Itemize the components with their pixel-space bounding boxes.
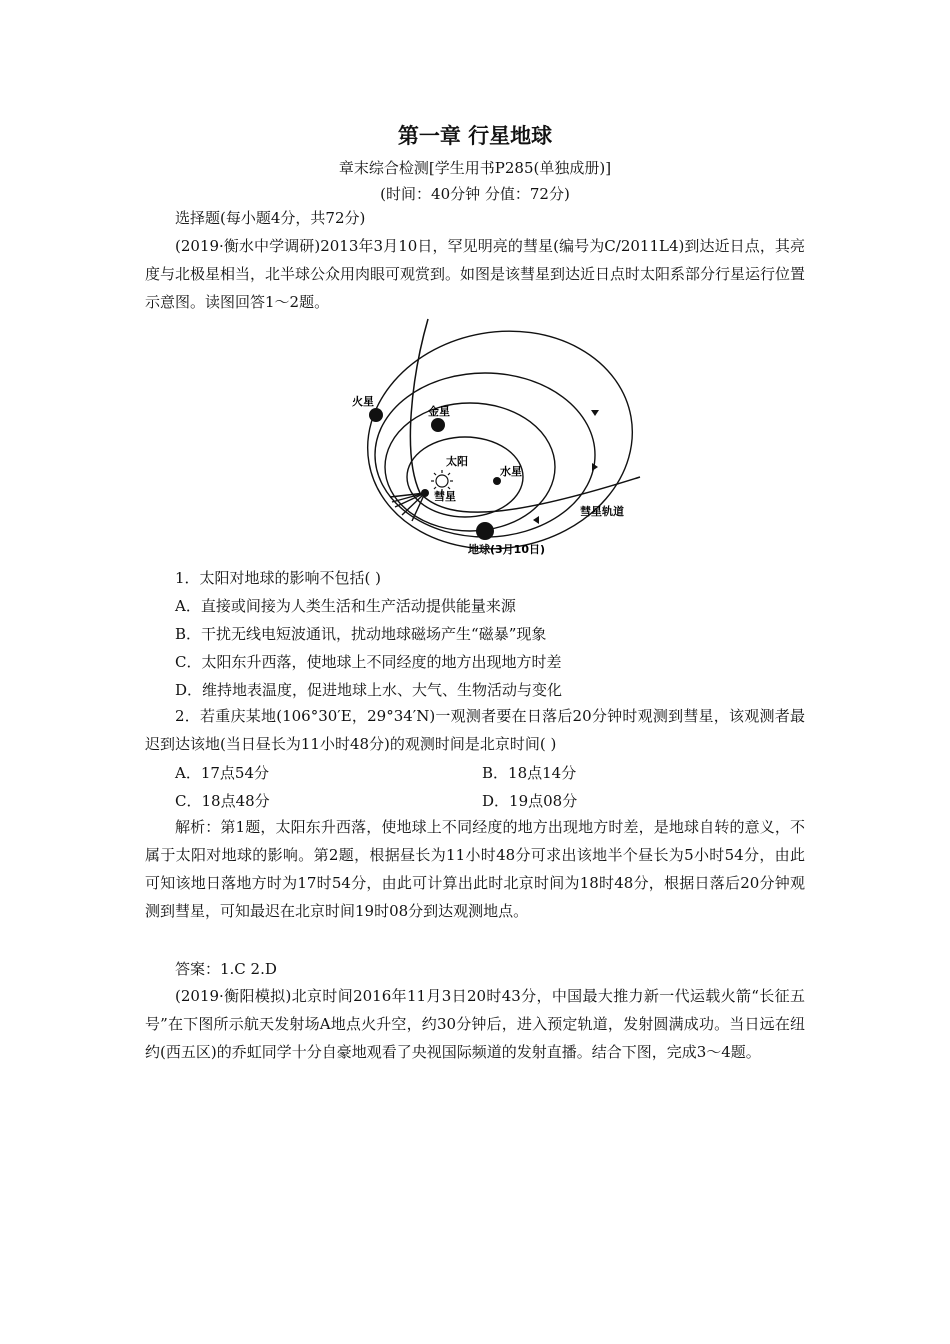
solar-system-figure — [340, 315, 660, 565]
q1-option-b: B．干扰无线电短波通讯，扰动地球磁场产生“磁暴”现象 — [175, 625, 547, 643]
intro-paragraph-1: (2019·衡水中学调研)2013年3月10日，罕见明亮的彗星(编号为C/2011L4)到达近日点，其亮度与北极星相当，北半球公众用肉眼可观赏到。如图是该彗星到达近日点时太阳系部分行星运行位置示意图。读图回答1～2题。 — [145, 237, 806, 311]
q1-option-a: A．直接或间接为人类生活和生产活动提供能量来源 — [175, 597, 516, 615]
mercury-label: 水星 — [500, 465, 522, 478]
chapter-subtitle: 章末综合检测[学生用书P285(单独成册)] — [338, 159, 612, 177]
mars-label: 火星 — [352, 395, 374, 408]
q2-option-d: D．19点08分 — [482, 792, 578, 810]
q1-stem: 1．太阳对地球的影响不包括( ) — [175, 569, 382, 587]
analysis-paragraph: 解析：第1题，太阳东升西落，使地球上不同经度的地方出现地方时差，是地球自转的意义，不属于太阳对地球的影响。第2题，根据昼长为11小时48分可求出该地半个昼长为5小时54分，由此可知该地日落地方时为17时54分，由此可计算出此时北京时间为18时48分，根据日落后20分钟观测到彗星，可知最迟在北京时间19时08分到达观测地点。 — [145, 818, 805, 920]
venus-marker — [431, 418, 445, 432]
q1-option-d: D．维持地表温度，促进地球上水、大气、生物活动与变化 — [175, 681, 563, 699]
mercury-marker — [493, 477, 501, 485]
earth-label: 地球(3月10日) — [468, 543, 546, 556]
answer-line: 答案：1.C 2.D — [175, 960, 277, 978]
comet-orbit-label: 彗星轨道 — [580, 505, 624, 518]
q2-option-a: A．17点54分 — [175, 764, 270, 782]
q2-option-b: B．18点14分 — [482, 764, 577, 782]
comet-label: 彗星 — [434, 490, 456, 503]
time-score-info: (时间：40分钟 分值：72分) — [380, 185, 570, 203]
mars-marker — [369, 408, 383, 422]
comet-marker — [421, 489, 429, 497]
section-label: 选择题(每小题4分，共72分) — [175, 209, 366, 227]
sun-label: 太阳 — [446, 455, 468, 468]
chapter-title: 第一章 行星地球 — [397, 124, 553, 148]
q2-option-c: C．18点48分 — [175, 792, 270, 810]
venus-label: 金星 — [428, 405, 450, 418]
sun-icon — [431, 470, 453, 492]
q2-stem: 2．若重庆某地(106°30′E，29°34′N)一观测者要在日落后20分钟时观测到彗星，该观测者最迟到达该地(当日昼长为11小时48分)的观测时间是北京时间( ) — [145, 707, 805, 753]
intro-paragraph-2: (2019·衡阳模拟)北京时间2016年11月3日20时43分，中国最大推力新一代运载火箭“长征五号”在下图所示航天发射场A地点火升空，约30分钟后，进入预定轨道，发射圆满成功。当日远在纽约(西五区)的乔虹同学十分自豪地观看了央视国际频道的发射直播。结合下图，完成3～4题。 — [145, 987, 805, 1061]
earth-marker — [476, 522, 494, 540]
q1-option-c: C．太阳东升西落，使地球上不同经度的地方出现地方时差 — [175, 653, 562, 671]
